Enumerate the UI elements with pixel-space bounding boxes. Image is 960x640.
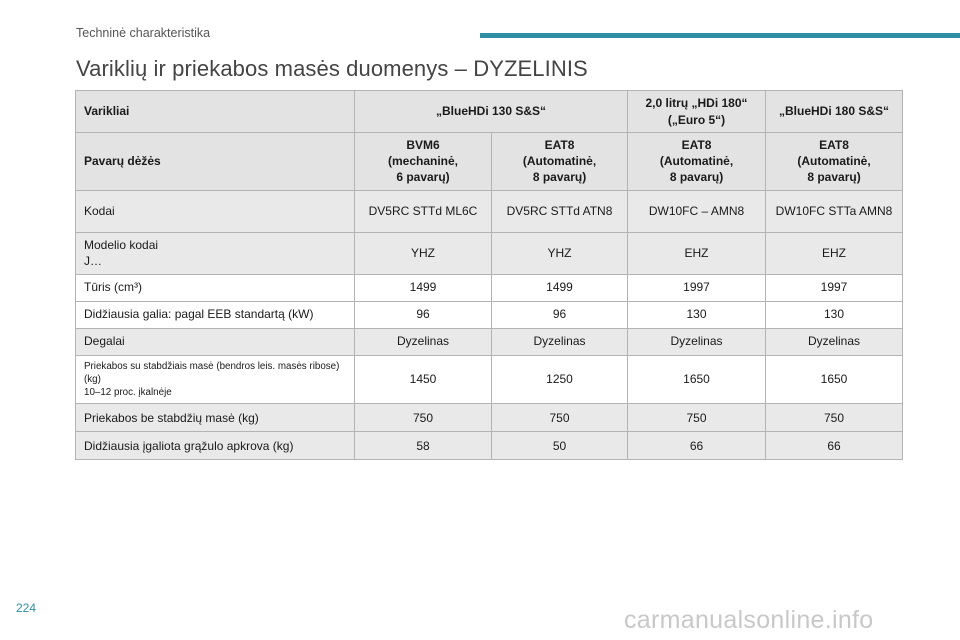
row-label: Tūris (cm³) — [76, 274, 355, 301]
table-cell: 1499 — [355, 274, 492, 301]
table-cell: Dyzelinas — [628, 328, 766, 355]
table-cell: 1499 — [492, 274, 628, 301]
table-row — [76, 404, 903, 432]
table-cell: DV5RC STTd ATN8 — [492, 190, 628, 232]
table-row — [76, 133, 903, 191]
table-cell: 750 — [355, 404, 492, 432]
table-cell: YHZ — [492, 232, 628, 274]
table-cell: EHZ — [766, 232, 903, 274]
table-cell: EHZ — [628, 232, 766, 274]
page-number: 224 — [16, 601, 37, 615]
watermark: carmanualsonline.info — [624, 606, 874, 634]
row-label: Didžiausia įgaliota grąžulo apkrova (kg) — [76, 432, 355, 460]
table-row — [76, 190, 903, 232]
table-cell: DW10FC – AMN8 — [628, 190, 766, 232]
gearbox-cell: BVM6 (mechaninė, 6 pavarų) — [355, 133, 492, 191]
table-row — [76, 355, 903, 404]
table-cell: YHZ — [355, 232, 492, 274]
table-cell: 130 — [628, 301, 766, 328]
table-cell: 96 — [355, 301, 492, 328]
table-cell: DW10FC STTa AMN8 — [766, 190, 903, 232]
row-label: Didžiausia galia: pagal EEB standartą (kW) — [76, 301, 355, 328]
header-accent-bar — [480, 33, 960, 38]
table-cell: 130 — [766, 301, 903, 328]
row-label: Degalai — [76, 328, 355, 355]
section-header: Techninė charakteristika — [76, 26, 211, 40]
gearbox-label: Pavarų dėžės — [76, 133, 355, 191]
table-cell: 750 — [628, 404, 766, 432]
row-label: Kodai — [76, 190, 355, 232]
table-cell: 1997 — [766, 274, 903, 301]
table-cell: 1650 — [766, 355, 903, 404]
table-cell: 1650 — [628, 355, 766, 404]
gearbox-cell: EAT8 (Automatinė, 8 pavarų) — [766, 133, 903, 191]
table-cell: 50 — [492, 432, 628, 460]
table-cell: 66 — [766, 432, 903, 460]
table-cell: 750 — [492, 404, 628, 432]
table-cell: 750 — [766, 404, 903, 432]
table-cell: 96 — [492, 301, 628, 328]
table-cell: Dyzelinas — [492, 328, 628, 355]
row-label: Priekabos su stabdžiais masė (bendros leis. masės ribose) (kg) 10–12 proc. įkalnėje — [76, 355, 355, 404]
engine-spec-table — [75, 90, 903, 460]
table-cell: 1250 — [492, 355, 628, 404]
page-title: Variklių ir priekabos masės duomenys – DYZELINIS — [76, 56, 588, 81]
engine-bluehdi-180: „BlueHDi 180 S&S“ — [766, 91, 903, 133]
engine-bluehdi-130: „BlueHDi 130 S&S“ — [355, 91, 628, 133]
table-row — [76, 301, 903, 328]
gearbox-cell: EAT8 (Automatinė, 8 pavarų) — [492, 133, 628, 191]
table-cell: Dyzelinas — [766, 328, 903, 355]
engine-hdi-180: 2,0 litrų „HDi 180“ („Euro 5“) — [628, 91, 766, 133]
table-cell: 1450 — [355, 355, 492, 404]
table-cell: DV5RC STTd ML6C — [355, 190, 492, 232]
table-row — [76, 232, 903, 274]
table-row — [76, 91, 903, 133]
table-cell: 66 — [628, 432, 766, 460]
gearbox-cell: EAT8 (Automatinė, 8 pavarų) — [628, 133, 766, 191]
table-cell: Dyzelinas — [355, 328, 492, 355]
table-cell: 1997 — [628, 274, 766, 301]
row-label: Priekabos be stabdžių masė (kg) — [76, 404, 355, 432]
engines-label: Varikliai — [76, 91, 355, 133]
row-label: Modelio kodai J… — [76, 232, 355, 274]
table-row — [76, 274, 903, 301]
table-row — [76, 328, 903, 355]
table-row — [76, 432, 903, 460]
table-cell: 58 — [355, 432, 492, 460]
